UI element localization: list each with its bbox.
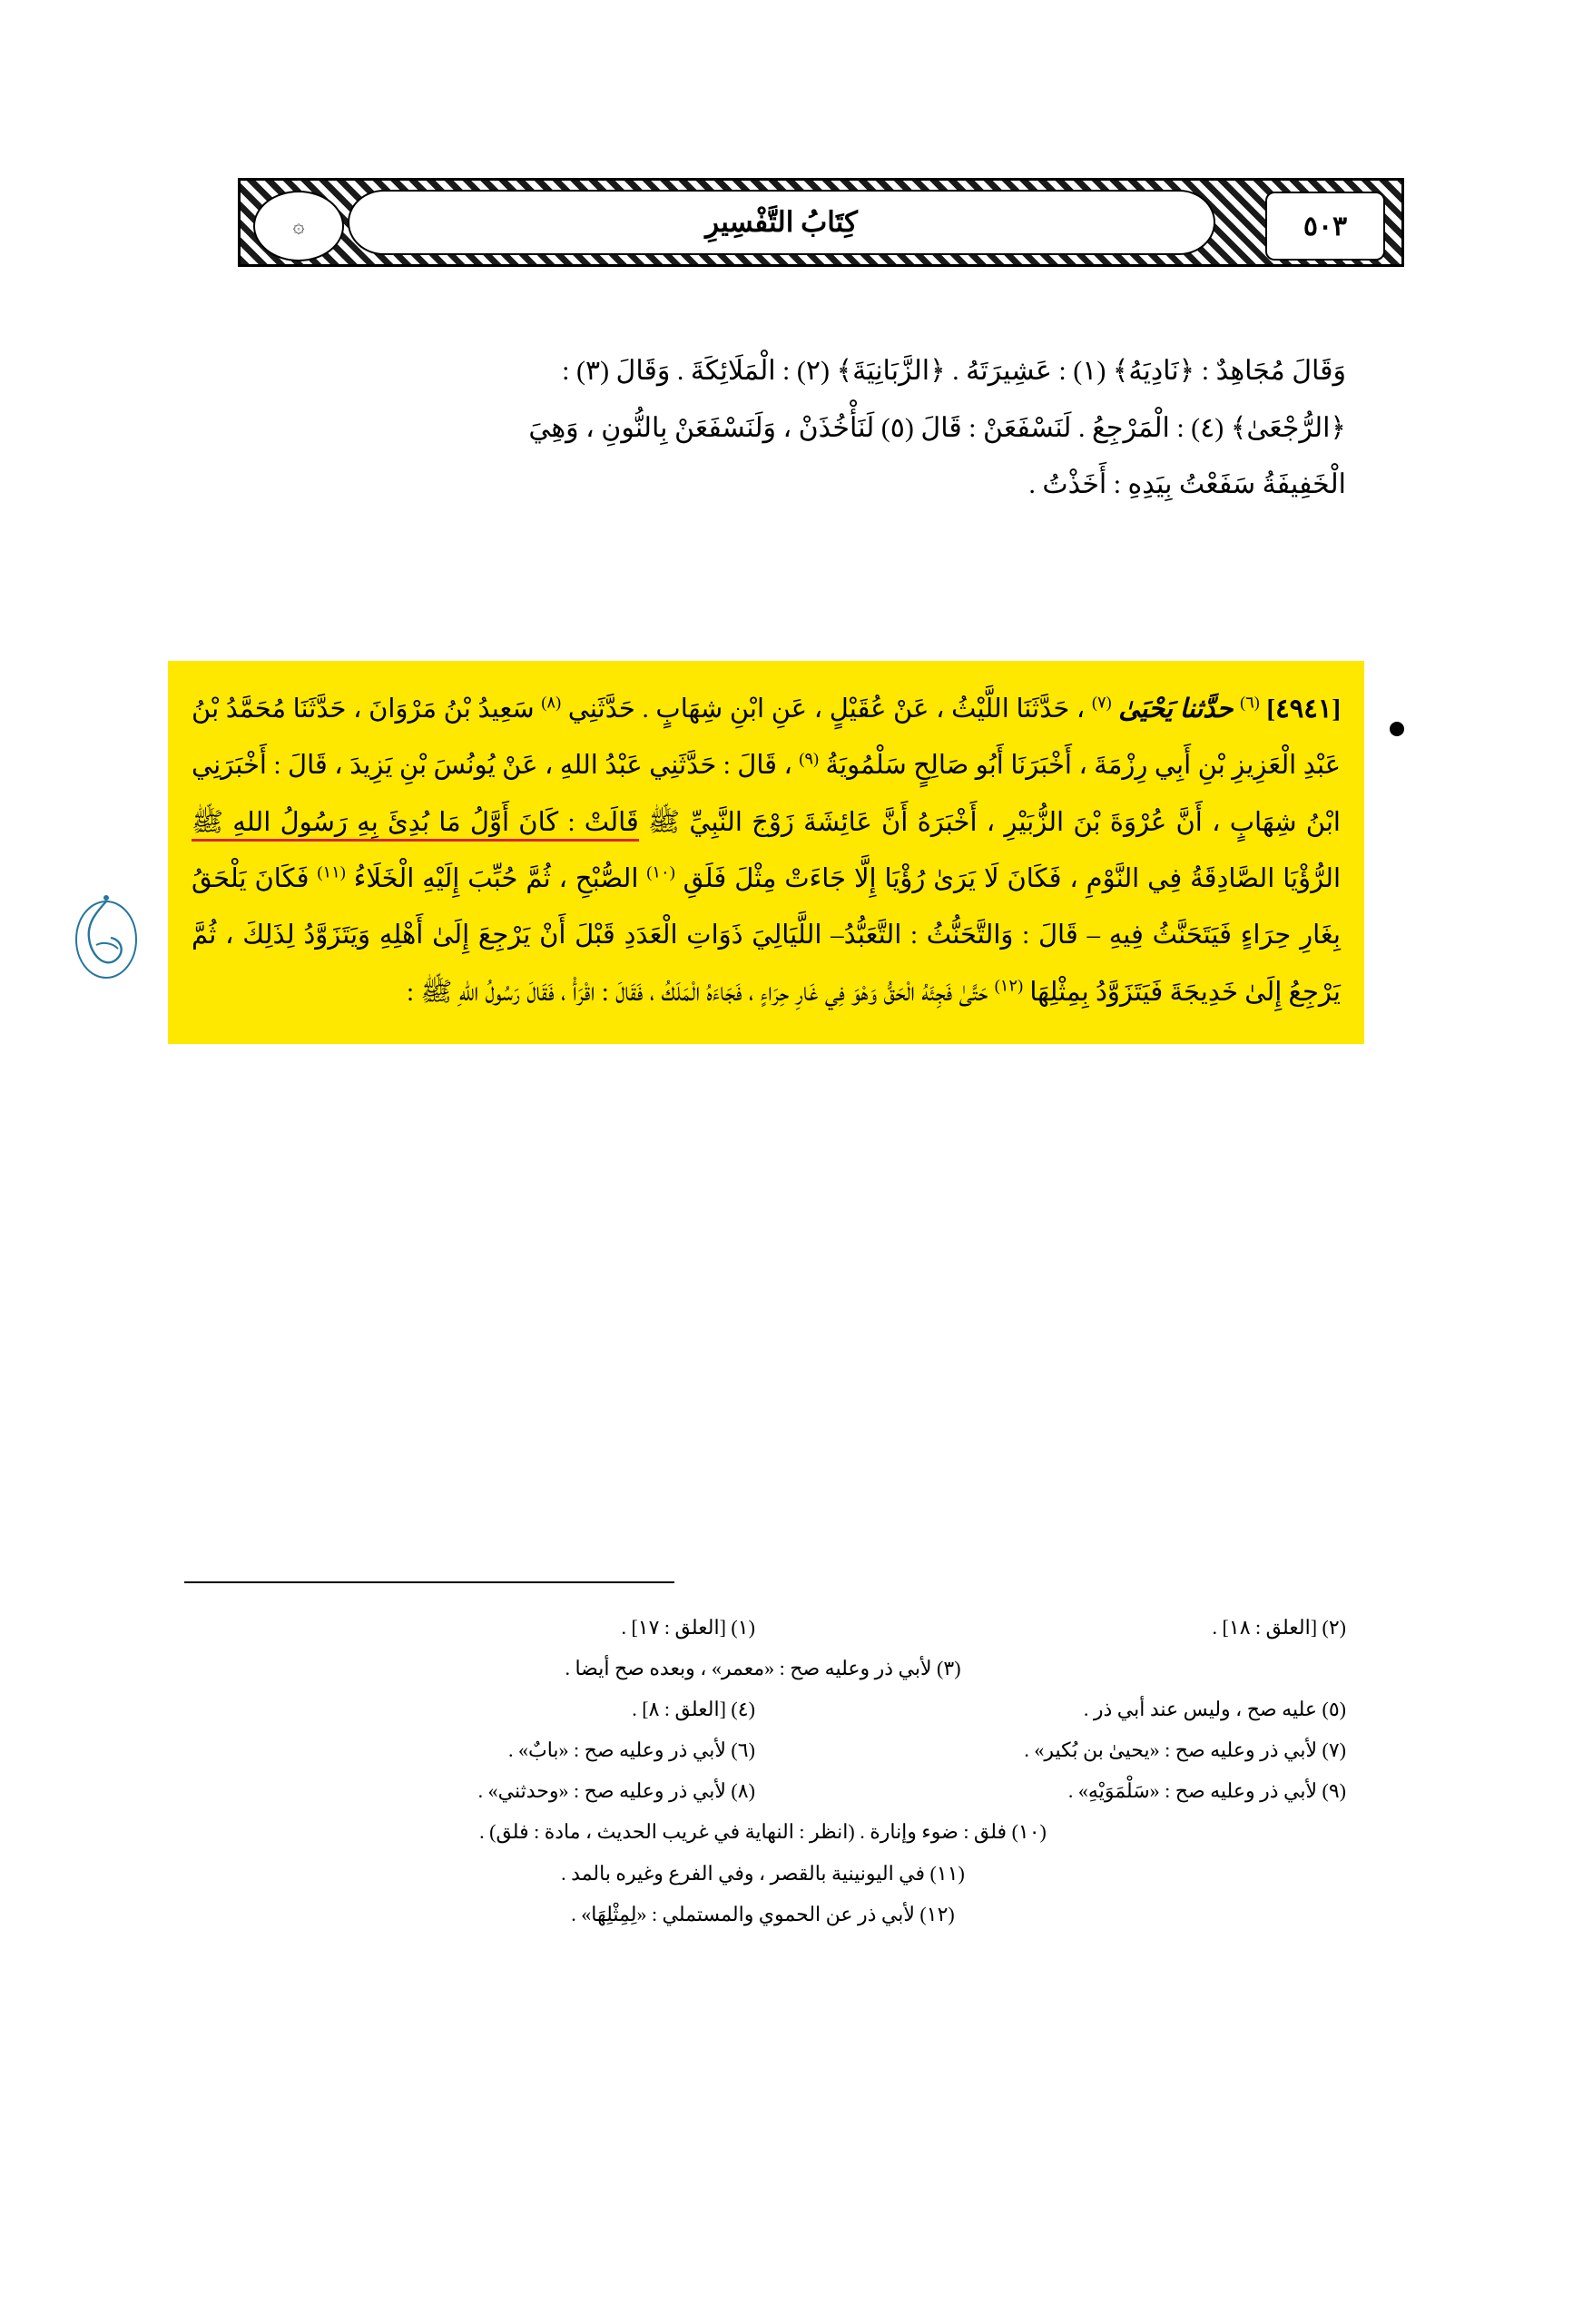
footnote-ref-10: (١٠) [646, 862, 675, 881]
footnote-item: (٩) لأبي ذر وعليه صح : «سَلْمَوَيْهِ» . [1067, 1779, 1346, 1803]
footnote-row [180, 1607, 1346, 1648]
footnote-item: (١) [العلق : ١٧] . [621, 1616, 755, 1639]
footnote-row [180, 1689, 1346, 1729]
footnote-item: (١١) في اليونينية بالقصر ، وفي الفرع وغيره بالمد . [561, 1861, 965, 1885]
footnote-item: (١٢) لأبي ذر عن الحموي والمستملي : «لِمِثْلِهَا» . [571, 1902, 955, 1925]
ornament-medallion-icon [253, 191, 344, 261]
footnote-ref-8: (٨) [541, 693, 562, 712]
calligraphy-ornament-icon [69, 885, 143, 985]
hadith-underlined-phrase: قَالَتْ : كَانَ أَوَّلُ مَا بُدِئَ بِهِ رَسُولُ اللهِ ﷺ [192, 808, 639, 842]
footnote-item: (٢) [العلق : ١٨] . [1212, 1616, 1346, 1639]
footnotes-section [180, 1607, 1346, 1935]
medallion-glyph: ۞ [292, 214, 305, 237]
footnote-item: (١٠) فلق : ضوء وإنارة . (انظر : النهاية في غريب الحديث ، مادة : فلق) . [479, 1820, 1047, 1844]
intro-line-2: ﴿الرُّجْعَىٰ﴾ (٤) : الْمَرْجِعُ . لَنَسْفَعَنْ : قَالَ (٥) لَنَأْخُذَنْ ، وَلَنَسْفَعَنْ بِالنُّونِ ، وَهِيَ [528, 412, 1346, 443]
footnote-ref-12: (١٢) [994, 976, 1024, 995]
footnote-item: (٧) لأبي ذر وعليه صح : «يحيىٰ بن بُكير» . [1024, 1738, 1346, 1762]
footnote-ref-9: (٩) [799, 749, 820, 768]
footnote-ref-7: (٧) [1091, 693, 1112, 712]
header-title-plate [348, 190, 1215, 255]
hadith-part-4: الرُّؤْيَا الصَّادِقَةُ فِي النَّوْمِ ، فَكَانَ لَا يَرَىٰ رُؤْيَا إِلَّا جَاءَتْ مِثْلَ فَلَقِ [683, 864, 1342, 894]
footnote-separator [184, 1581, 674, 1583]
footnote-item: (٤) [العلق : ٨] . [632, 1698, 755, 1721]
hadith-part-7: حَتَّىٰ فَجِئَهُ الْحَقُّ وَهْوَ فِي غَارِ حِرَاءٍ ، فَجَاءَهُ الْمَلَكُ ، فَقَالَ : اقْرَأْ ، فَقَالَ رَسُولُ اللهِ ﷺ : [407, 977, 988, 1007]
intro-line-1: وَقَالَ مُجَاهِدٌ : ﴿نَادِيَهُ﴾ (١) : عَشِيرَتَهُ . ﴿الزَّبَانِيَةَ﴾ (٢) : الْمَلَائِكَةَ . وَقَالَ (٣) : [562, 356, 1346, 386]
footnote-ref-6: (٦) [1240, 693, 1260, 712]
intro-paragraph [184, 345, 1346, 516]
hadith-part-5: الصُّبْحِ ، ثُمَّ حُبِّبَ إِلَيْهِ الْخَلَاءُ [353, 864, 639, 894]
bullet-marker-icon [1390, 722, 1404, 736]
hadith-part-1: ، حَدَّثَنَا اللَّيْثُ ، عَنْ عُقَيْلٍ ، عَنِ ابْنِ شِهَابٍ . حَدَّثَنِي [567, 694, 1086, 724]
hadith-part-6: فَكَانَ يَلْحَقُ بِغَارِ حِرَاءٍ فَيَتَحَنَّثُ فِيهِ – قَالَ : وَالتَّحَنُّثُ : التَّعَبُّدُ– اللَّيَالِيَ ذَوَاتِ الْعَدَدِ قَبْلَ أَنْ يَرْجِعَ إِلَىٰ أَهْلِهِ وَيَتَزَوَّدُ لِذَلِكَ ، ثُمَّ يَرْجِعُ إِلَىٰ خَدِيجَةَ فَيَتَزَوَّدُ بِمِثْلِهَا [192, 864, 1341, 1007]
footnote-item: (٣) لأبي ذر وعليه صح : «معمر» ، وبعده صح أيضا . [565, 1657, 961, 1680]
hadith-paragraph [192, 681, 1341, 1020]
page-header-band [238, 178, 1404, 267]
page-number: ٥٠٣ [1303, 211, 1348, 241]
footnote-item: (٦) لأبي ذر وعليه صح : «بابٌ» . [507, 1738, 755, 1762]
book-title: كِتَابُ التَّفْسِيرِ [705, 206, 858, 238]
highlighted-hadith-block [168, 661, 1364, 1044]
page-number-box [1265, 192, 1385, 261]
footnote-row [180, 1770, 1346, 1811]
footnote-ref-11: (١١) [317, 862, 346, 881]
hadith-opening: حدَّثنا يَحْيَىٰ [1118, 694, 1234, 724]
footnote-item: (٥) عليه صح ، وليس عند أبي ذر . [1083, 1698, 1346, 1721]
footnote-row [180, 1729, 1346, 1770]
hadith-part-2: سَعِيدُ بْنُ مَرْوَانَ ، حَدَّثَنَا مُحَمَّدُ بْنُ عَبْدِ الْعَزِيزِ بْنِ أَبِي رِزْمَةَ ، أَخْبَرَنَا أَبُو صَالِحٍ سَلْمُويَةُ [192, 694, 1341, 781]
footnote-item: (٨) لأبي ذر وعليه صح : «وحدثني» . [477, 1779, 755, 1803]
intro-line-3: الْخَفِيفَةُ سَفَعْتُ بِيَدِهِ : أَخَذْتُ . [1028, 469, 1346, 499]
hadith-part-3: ، قَالَ : حَدَّثَنِي عَبْدُ اللهِ ، عَنْ يُونُسَ بْنِ يَزِيدَ ، قَالَ : أَخْبَرَنِي ابْنُ شِهَابٍ ، أَنَّ عُرْوَةَ بْنَ الزُّبَيْرِ ، أَخْبَرَهُ أَنَّ عَائِشَةَ زَوْجَ النَّبِيِّ ﷺ [192, 751, 1341, 837]
hadith-number: [٤٩٤١] [1266, 694, 1342, 724]
